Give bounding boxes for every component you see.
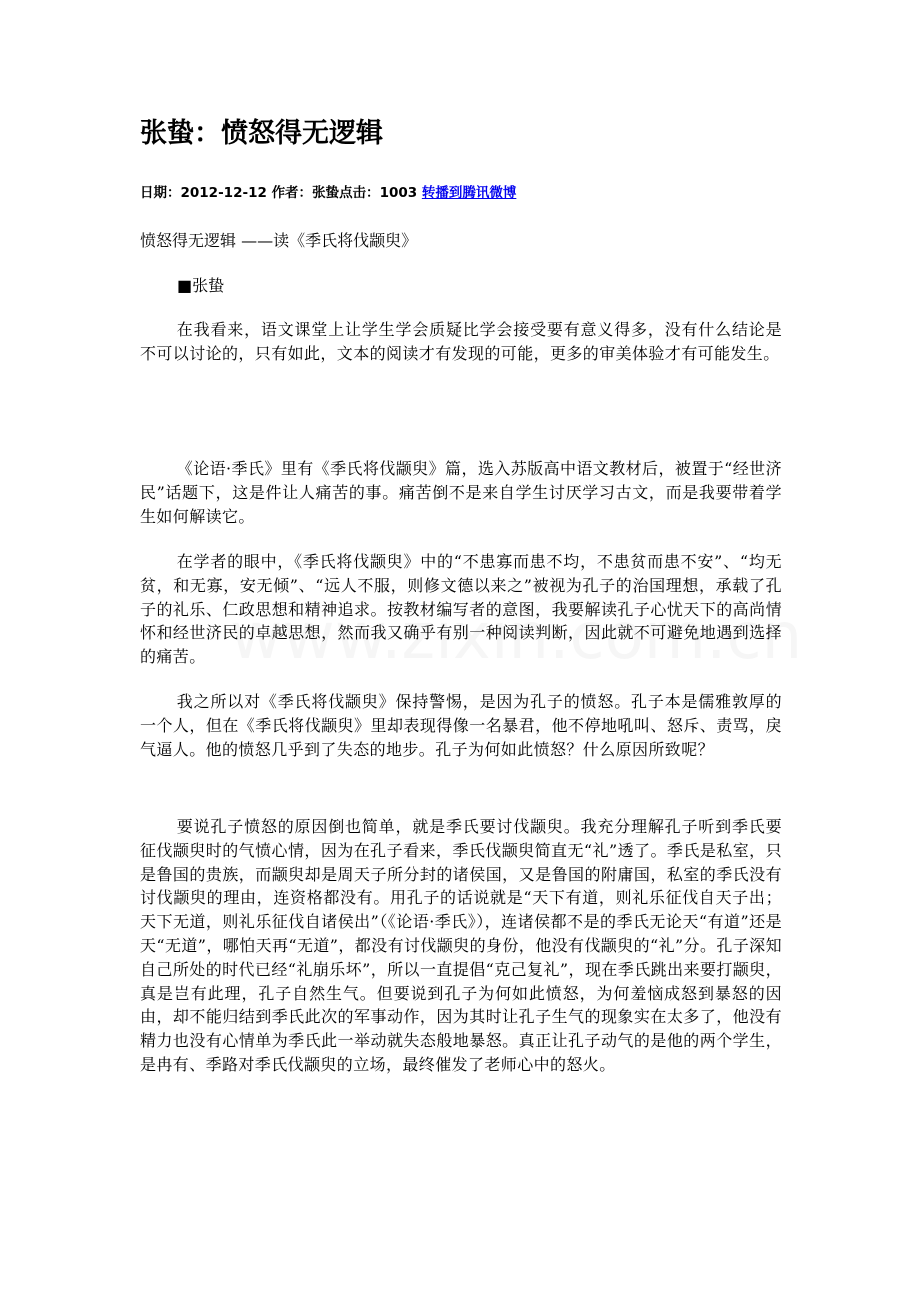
clicks-value: 1003 bbox=[379, 185, 418, 201]
paragraph-2: 《论语·季氏》里有《季氏将伐颛臾》篇，选入苏版高中语文教材后，被置于“经世济民”话题下，这是件让人痛苦的事。痛苦倒不是来自学生讨厌学习古文，而是我要带着学生如何解读它。 bbox=[140, 459, 782, 526]
paragraph-5: 要说孔子愤怒的原因倒也简单，就是季氏要讨伐颛臾。我充分理解孔子听到季氏要征伐颛臾时的气愤心情，因为在孔子看来，季氏伐颛臾简直无“礼”透了。季氏是私室，只是鲁国的贵族，而颛臾却是周天子所分封的诸侯国，又是鲁国的附庸国，私室的季氏没有讨伐颛臾的理由，连资格都没有。用孔子的话说就是“天下有道，则礼乐征伐自天子出；天下无道，则礼乐征伐自诸侯出”（《论语·季氏》），连诸侯都不是的季氏无论天“有道”还是天“无道”，哪怕天再“无道”，都没有讨伐颛臾的身份，他没有伐颛臾的“礼”分。孔子深知自己所处的时代已经“礼崩乐坏”，所以一直提倡“克己复礼”，现在季氏跳出来要打颛臾，真是岂有此理，孔子自然生气。但要说到孔子为何如此愤怒，为何羞恼成怒到暴怒的因由，却不能归结到季氏此次的军事动作，因为其时让孔子生气的现象实在太多了，他没有精力也没有心情单为季氏此一举动就失态般地暴怒。真正让孔子动气的是他的两个学生，是冉有、季路对季氏伐颛臾的立场，最终催发了老师心中的怒火。 bbox=[140, 817, 782, 1074]
article-subtitle: 愤怒得无逻辑 ——读《季氏将伐颛臾》 bbox=[140, 231, 418, 250]
clicks-label: 点击： bbox=[339, 185, 380, 201]
paragraph-4: 我之所以对《季氏将伐颛臾》保持警惕，是因为孔子的愤怒。孔子本是儒雅敦厚的一个人，但在《季氏将伐颛臾》里却表现得像一名暴君，他不停地吼叫、怒斥、责骂，戾气逼人。他的愤怒几乎到了失态的地步。孔子为何如此愤怒？什么原因所致呢？ bbox=[140, 692, 782, 759]
author-value: 张蛰 bbox=[312, 185, 340, 201]
article-title: 张蛰：愤怒得无逻辑 bbox=[140, 118, 383, 149]
article-meta bbox=[140, 183, 516, 203]
date-value: 2012-12-12 bbox=[180, 185, 267, 201]
paragraph-1: 在我看来，语文课堂上让学生学会质疑比学会接受要有意义得多，没有什么结论是不可以讨论的，只有如此，文本的阅读才有发现的可能，更多的审美体验才有可能发生。 bbox=[140, 320, 782, 363]
date-label: 日期： bbox=[140, 185, 181, 201]
author-label: 作者： bbox=[271, 185, 313, 201]
byline: ■张蛰 bbox=[177, 276, 225, 295]
paragraph-3: 在学者的眼中，《季氏将伐颛臾》中的“不患寡而患不均，不患贫而患不安”、“均无贫，和无寡，安无倾”、“远人不服，则修文德以来之”被视为孔子的治国理想，承载了孔子的礼乐、仁政思想和精神追求。按教材编写者的意图，我要解读孔子心忧天下的高尚情怀和经世济民的卓越思想，然而我又确乎有别一种阅读判断，因此就不可避免地遇到选择的痛苦。 bbox=[140, 552, 782, 667]
share-tencent-weibo-link[interactable]: 转播到腾讯微博 bbox=[421, 185, 517, 201]
